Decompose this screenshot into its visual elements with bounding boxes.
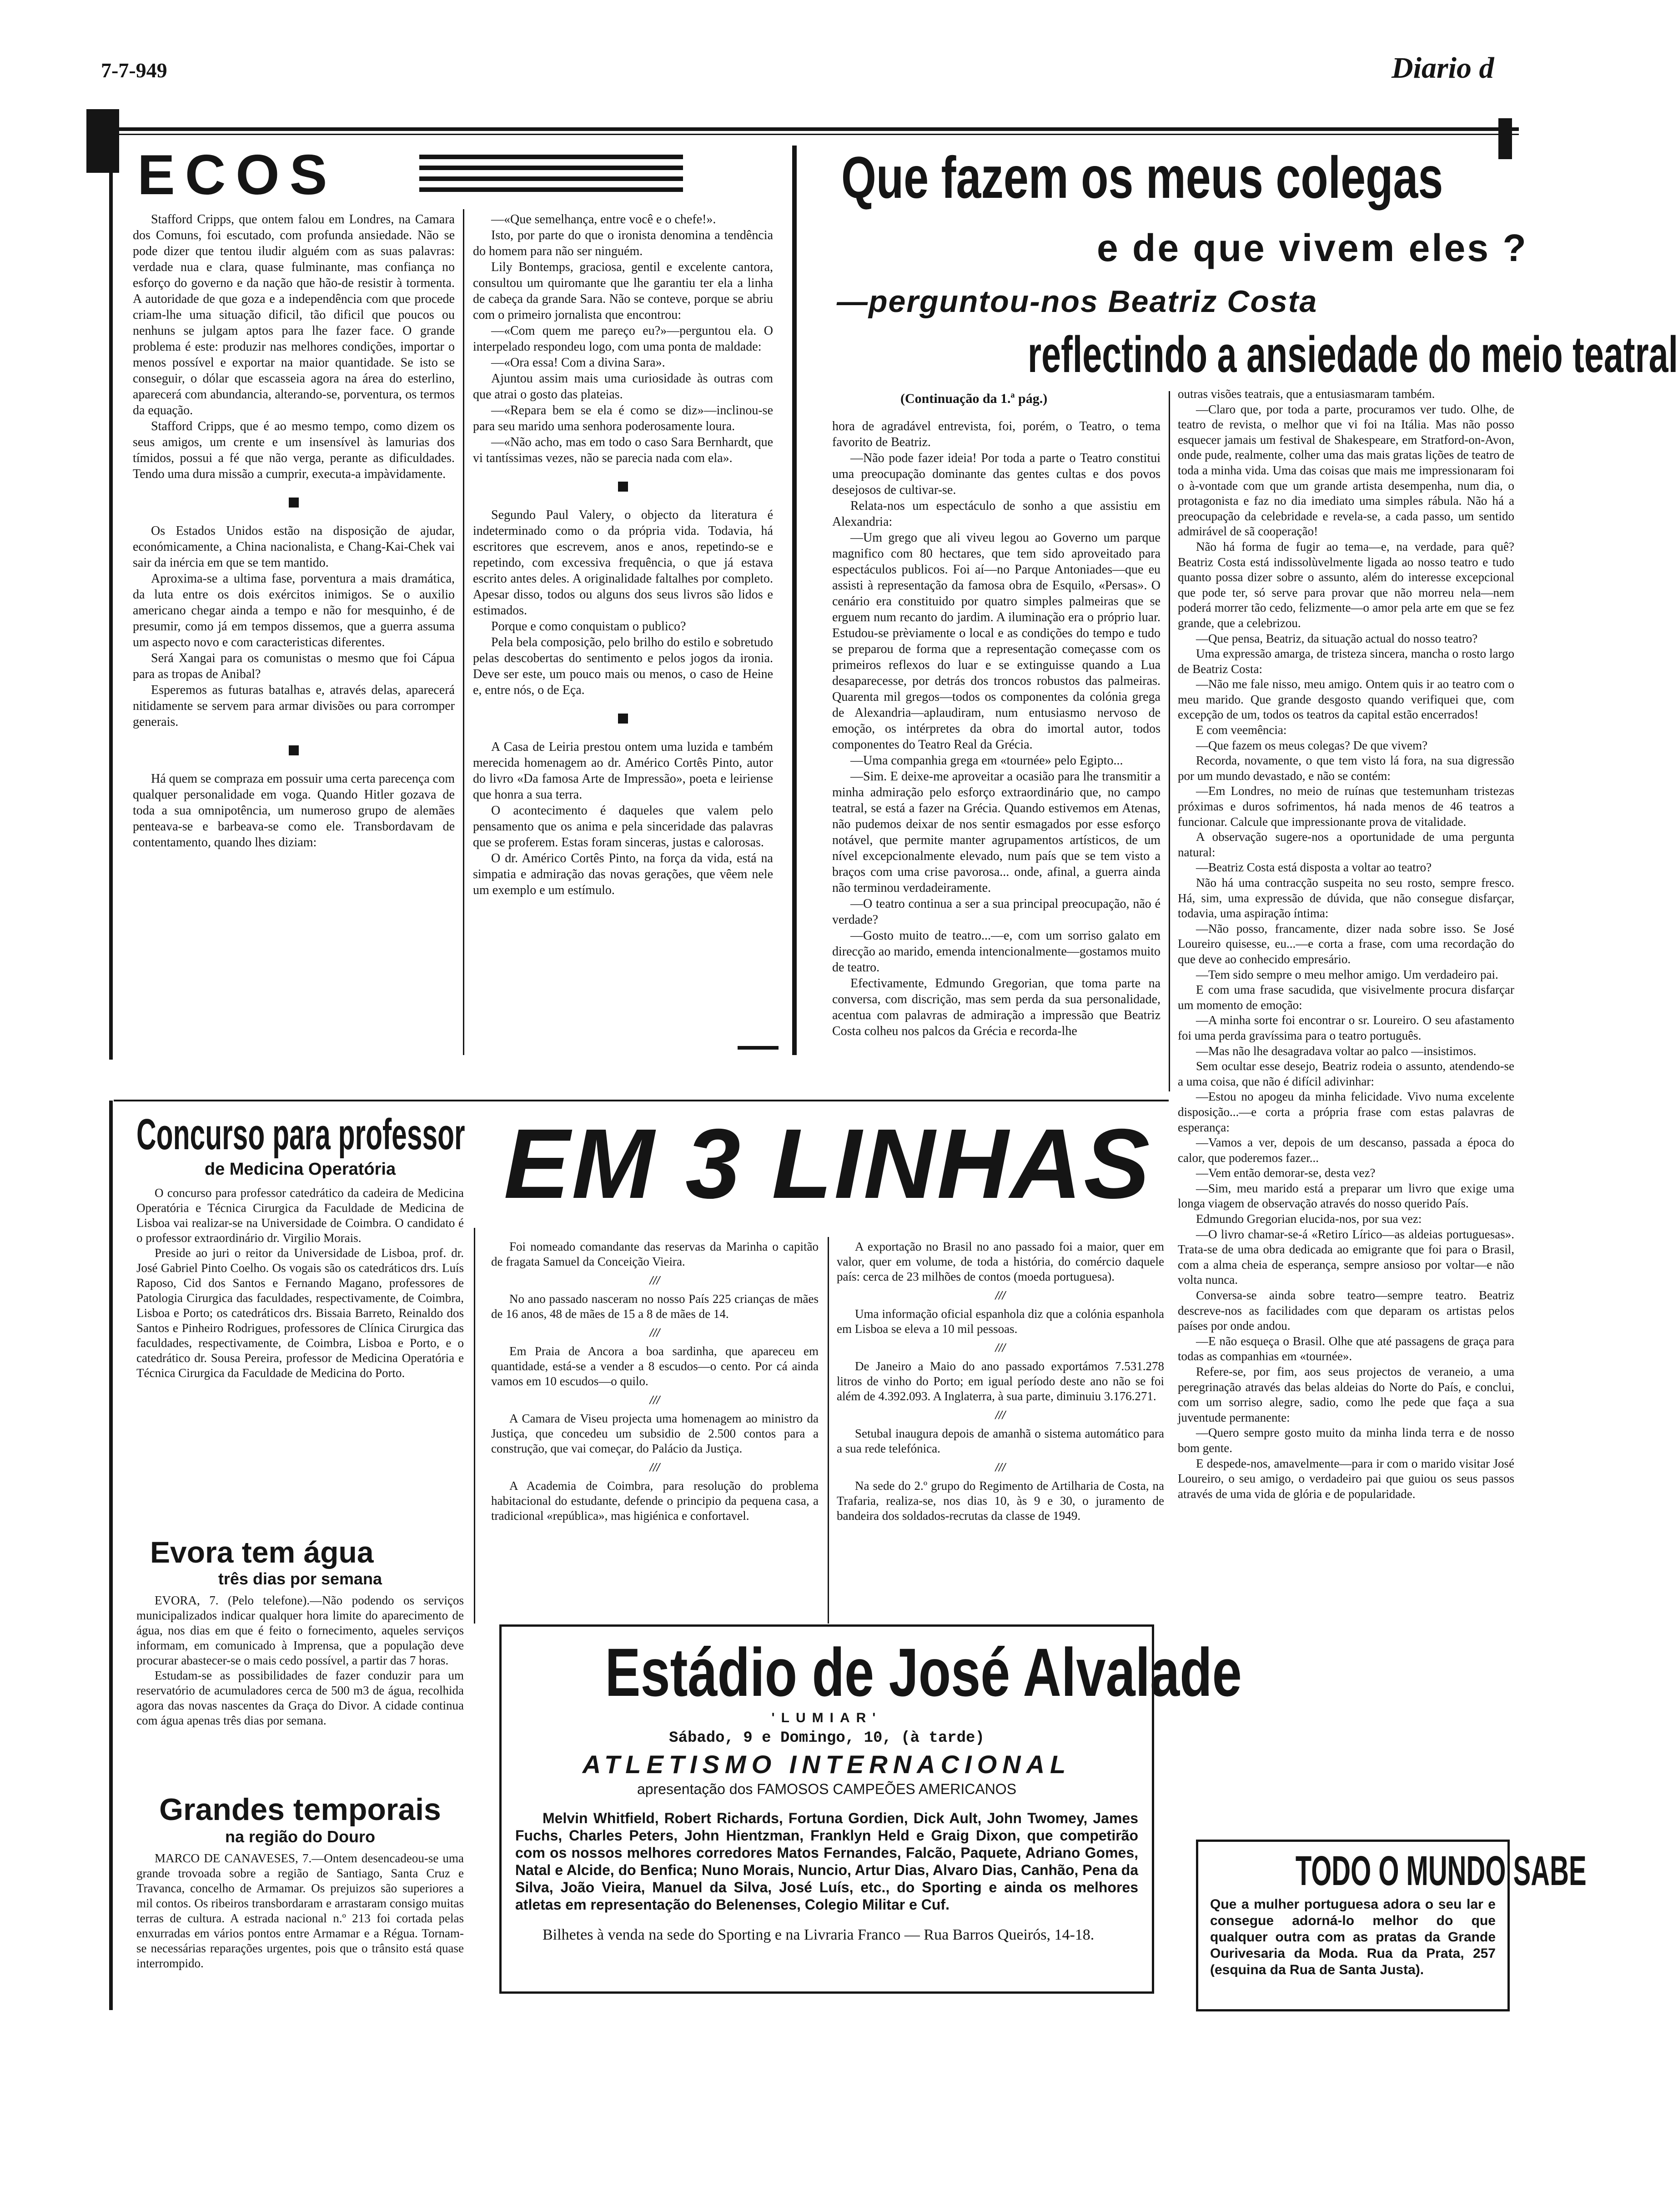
linhas-separator: /// bbox=[995, 1408, 1006, 1422]
linhas-separator: /// bbox=[649, 1273, 660, 1287]
linhas-item: Uma informação oficial espanhola diz que a colónia espanhola em Lisboa se eleva a 10 mil pessoas. bbox=[837, 1307, 1164, 1336]
concurso-title: Concurso para professor bbox=[136, 1110, 465, 1159]
linhas-separator: /// bbox=[995, 1460, 1006, 1474]
colegas-paragraph: Efectivamente, Edmundo Gregorian, que toma parte na conversa, com discrição, mas sem perda da sua personalidade, acentua com palavras de admiração a impressão que Beatriz Costa colheu nos palcos da Grécia e recorda-lhe bbox=[832, 976, 1161, 1038]
colegas-paragraph: —Não me fale nisso, meu amigo. Ontem quis ir ao teatro com o meu marido. Que grande desgosto quando verifiquei que, com excepção de um, todos os teatros da capital estão encerrados! bbox=[1178, 677, 1514, 722]
concurso-paragraph: O concurso para professor catedrático da cadeira de Medicina Operatória e Técnica Cirurgica da Faculdade de Medicina de Lisboa vai realizar-se na Universidade de Coimbra. O candidato é o professor extraordinário dr. Virgilio Morais. bbox=[136, 1186, 464, 1245]
ecos-paragraph: Os Estados Unidos estão na disposição de ajudar, económicamente, a China nacionalista, e Chang-Kai-Chek vai sair da inércia em que se tem mantido. bbox=[133, 524, 455, 570]
colegas-paragraph: hora de agradável entrevista, foi, porém, o Teatro, o tema favorito de Beatriz. bbox=[832, 419, 1161, 449]
colegas-paragraph: —Quero sempre gosto muito da minha linda terra e de nosso bom gente. bbox=[1178, 1426, 1514, 1455]
ecos-paragraph: Há quem se compraza em possuir uma certa parecença com qualquer personalidade em voga. Quando Hitler gozava de toda a sua omnipotência, um numeroso grupo de alemães penteava-se e barbeava-se como ele. Transbordavam de contentamento, quando lhes diziam: bbox=[133, 772, 455, 850]
colegas-paragraph: —Mas não lhe desagradava voltar ao palco —insistimos. bbox=[1196, 1044, 1477, 1058]
colegas-paragraph: —Que fazem os meus colegas? De que vivem? bbox=[1196, 738, 1428, 752]
ecos-paragraph: —«Não acho, mas em todo o caso Sara Bernhardt, que vi tantíssimas vezes, não se parecia nada com ela». bbox=[473, 435, 773, 465]
concurso-body bbox=[136, 1186, 464, 1381]
ecos-paragraph: —«Ora essa! Com a divina Sara». bbox=[491, 356, 665, 370]
temporais-subtitle: na região do Douro bbox=[225, 1827, 375, 1846]
ecos-column-rule bbox=[463, 209, 464, 1055]
temporais-title: Grandes temporais bbox=[159, 1792, 441, 1827]
colegas-column-1 bbox=[832, 418, 1161, 1091]
colegas-paragraph: E despede-nos, amavelmente—para ir com o marido visitar José Loureiro, o seu amigo, o verdadeiro pai que guiou os seus passos através de uma vida de glória e de popularidade. bbox=[1178, 1456, 1514, 1501]
evora-body bbox=[136, 1593, 464, 1728]
temporais-article bbox=[136, 1792, 464, 1971]
ecos-column-1 bbox=[133, 211, 455, 850]
section-divider-square bbox=[289, 745, 299, 755]
linhas-item: Setubal inaugura depois de amanhã o sistema automático para a sua rede telefónica. bbox=[837, 1427, 1164, 1455]
colegas-paragraph: Não há uma contracção suspeita no seu rosto, sempre fresco. Há, sim, uma expressão de dúvida, que não consegue disfarçar, todavia, uma aspiração íntima: bbox=[1178, 876, 1514, 920]
ecos-paragraph: Stafford Cripps, que é ao mesmo tempo, como dizem os seus amigos, um crente e um insensível às lamurias dos tímidos, possui a fé que não verga, perante as dificuldades. Tendo uma dura missão a cumprir, executa-a impàvidamente. bbox=[133, 419, 455, 481]
ecos-paragraph: —«Repara bem se ela é como se diz»—inclinou-se para seu marido uma senhora poderosamente loura. bbox=[473, 403, 773, 433]
colegas-subhead: reflectindo a ansiedade do meio teatral bbox=[1028, 326, 1678, 383]
estadio-presentation: apresentação dos FAMOSOS CAMPEÕES AMERICANOS bbox=[637, 1781, 1017, 1797]
section-divider-square bbox=[618, 714, 628, 724]
colegas-paragraph: —Tem sido sempre o meu melhor amigo. Um verdadeiro pai. bbox=[1196, 967, 1498, 981]
column-rule-lower-left bbox=[109, 1101, 113, 2010]
colegas-paragraph: outras visões teatrais, que a entusiasmaram também. bbox=[1178, 387, 1435, 401]
colegas-paragraph: —Um grego que ali viveu legou ao Governo um parque magnifico com 80 hectares, que tem sido aproveitado para espectáculos publicos. Foi aí—no Parque Antoniades—que eu assisti à representação da famosa obra de Esquilo, «Persas». O cenário era constituido por quatro simples palmeiras que se erguem num recanto do jardim. A iluminação era o próprio luar. Estudou-se prèviamente o local e as condições do tempo e tudo se preparou de forma que a representação começasse com os primeiros reflexos do luar e se extinguisse quando a Lua desaparecesse, por detrás dos troncos robustos das palmeiras. Quarenta mil gregos—todos os componentes da colónia grega de Alexandria—aplaudiram, num entusiasmo nervoso de emoção, os intérpretes da obra do imortal autor, todos componentes do Teatro Real da Grécia. bbox=[832, 531, 1161, 752]
linhas-separator: /// bbox=[649, 1393, 660, 1407]
mid-page-rule bbox=[114, 1100, 1169, 1101]
column-rule-left bbox=[109, 132, 113, 1060]
concurso-paragraph: Preside ao juri o reitor da Universidade de Lisboa, prof. dr. José Gabriel Pinto Coelho. Os vogais são os catedráticos drs. Luís Raposo, Cid dos Santos e Fernando Magano, professores de Patologia Cirurgica das faculdades, respectivamente, de Coimbra, Lisboa e Porto; os catedráticos drs. Bissaia Barreto, Reinaldo dos Santos e Pinheiro Rodrigues, professores de Clínica Cirurgica das faculdades, respectivamente, de Coimbra, Lisboa e Porto, e o catedrático dr. Sousa Pereira, professor de Medicina Operatória e Técnica Cirurgica da Faculdade de Medicina do Porto. bbox=[136, 1246, 464, 1380]
ecos-paragraph: Segundo Paul Valery, o objecto da literatura é indeterminado como o da própria vida. Todavia, há escritores que escrevem, anos e anos, repetindo-se e repetindo, com excessiva frequência, o que já estava escrito antes deles. A originalidade faltalhes por completo. Apesar disso, todos ou alguns dos seus livros são lidos e estimados. bbox=[473, 508, 773, 618]
colegas-column-rule bbox=[1169, 391, 1170, 1091]
linhas-item: Na sede do 2.º grupo do Regimento de Artilharia de Costa, na Trafaria, realiza-se, nos dias 10, às 9 e 30, o juramento de bandeira dos soldados-recrutas da classe de 1949. bbox=[837, 1479, 1164, 1523]
linhas-item: Em Praia de Ancora a boa sardinha, que apareceu em quantidade, está-se a vender a 8 escudos—o cento. Por cá ainda vamos em 10 escudos—o quilo. bbox=[491, 1344, 819, 1388]
colegas-paragraph: —Sim, meu marido está a preparar um livro que exige uma longa viagem de observação através do nosso querido País. bbox=[1178, 1181, 1514, 1211]
ecos-column-2 bbox=[473, 211, 773, 898]
estadio-dates: Sábado, 9 e Domingo, 10, (à tarde) bbox=[669, 1729, 985, 1747]
linhas-item: No ano passado nasceram no nosso País 225 crianças de mães de 16 anos, 48 de mães de 15 a 8 de mães de 14. bbox=[491, 1292, 819, 1321]
estadio-event: ATLETISMO INTERNACIONAL bbox=[582, 1750, 1071, 1779]
ecos-paragraph: Aproxima-se a ultima fase, porventura a mais dramática, da luta entre os dois exércitos inimigos. Se o auxilio americano chegar ainda a tempo e não for mesquinho, é de presumir, como já em tempos dissemos, que a guerra assuma um aspecto novo e com caracteristicas diferentes. bbox=[133, 572, 455, 649]
evora-subtitle: três dias por semana bbox=[218, 1569, 382, 1588]
ecos-paragraph: Ajuntou assim mais uma curiosidade às outras com que atrai o gosto das plateias. bbox=[473, 372, 773, 402]
ecos-title: ECOS bbox=[137, 144, 337, 206]
colegas-paragraph: —E não esqueça o Brasil. Olhe que até passagens de graça para todas as companhias em «tournée». bbox=[1178, 1334, 1514, 1363]
colegas-paragraph: —Não posso, francamente, dizer nada sobre isso. Se José Loureiro quisesse, eu...—e corta a frase, com uma recordação do que deve ao conhecido empresário. bbox=[1178, 921, 1514, 966]
linhas-item: De Janeiro a Maio do ano passado exportámos 7.531.278 litros de vinho do Porto; em igual período deste ano não se foi além de 4.392.093. A Inglaterra, à sua parte, diminuiu 3.176.271. bbox=[837, 1359, 1164, 1403]
linhas-column-rule bbox=[828, 1237, 829, 1624]
mundo-title-text: TODO O MUNDO SABE bbox=[1295, 1848, 1587, 1894]
ecos-paragraph: Será Xangai para os comunistas o mesmo que foi Cápua para as tropas de Anibal? bbox=[133, 651, 455, 681]
colegas-byline: —perguntou-nos Beatriz Costa bbox=[837, 284, 1318, 319]
estadio-title-text: Estádio de José Alvalade bbox=[605, 1634, 1242, 1710]
ecos-paragraph: —«Que semelhança, entre você e o chefe!». bbox=[491, 212, 716, 226]
newspaper-name: Diario d bbox=[1392, 51, 1494, 85]
temporais-paragraph: MARCO DE CANAVESES, 7.—Ontem desencadeou-se uma grande trovoada sobre a região de Santiago, Santa Cruz e Travanca, concelho de Armamar. Os prejuizos são superiores a mil contos. Os ribeiros transbordaram e arrastaram consigo muitas terras de cultura. A estrada nacional n.º 213 foi cortada pelas enxurradas em vários pontos entre Armamar e a Régua. Tornam-se necessárias reparações urgentes, pois que o trânsito está quase interrompido. bbox=[136, 1851, 464, 1970]
vertical-divider-main bbox=[792, 146, 797, 1055]
colegas-paragraph: Recorda, novamente, o que tem visto lá fora, na sua digressão por um mundo devastado, e não se contém: bbox=[1178, 754, 1514, 783]
colegas-paragraph: Uma expressão amarga, de tristeza sincera, mancha o rosto largo de Beatriz Costa: bbox=[1178, 647, 1514, 676]
section-divider-square bbox=[618, 482, 628, 492]
colegas-paragraph: —Beatriz Costa está disposta a voltar ao teatro? bbox=[1196, 860, 1432, 875]
linhas-separator: /// bbox=[995, 1341, 1006, 1354]
colegas-paragraph: —Vamos a ver, depois de um descanso, passada a época do calor, que poderemos fazer... bbox=[1178, 1136, 1514, 1165]
ecos-paragraph: Esperemos as futuras batalhas e, através delas, aparecerá nitidamente se servem para armar divisões ou para corromper generais. bbox=[133, 683, 455, 729]
colegas-paragraph: Refere-se, por fim, aos seus projectos de veraneio, a uma peregrinação através das belas aldeias do Norte do País, e conclui, com um sorriso alegre, sadio, como lhe pede que faça a sua juventude permanente: bbox=[1178, 1365, 1514, 1424]
colegas-paragraph: —Em Londres, no meio de ruínas que testemunham tristezas próximas e duros sofrimentos, há nada menos de 46 teatros a funcionar. Calcule que impressionante prova de vitalidade. bbox=[1178, 784, 1514, 829]
linhas-column-2 bbox=[837, 1239, 1164, 1523]
colegas-headline-1: Que fazem os meus colegas bbox=[841, 144, 1443, 211]
mundo-title bbox=[1210, 1848, 1587, 1894]
linhas-separator: /// bbox=[649, 1326, 660, 1339]
linhas-item: Foi nomeado comandante das reservas da Marinha o capitão de fragata Samuel da Conceição Vieira. bbox=[491, 1240, 819, 1268]
estadio-tickets: Bilhetes à venda na sede do Sporting e na Livraria Franco — Rua Barros Queirós, 14-18. bbox=[543, 1926, 1095, 1943]
colegas-paragraph: —Que pensa, Beatriz, da situação actual do nosso teatro? bbox=[1196, 631, 1478, 645]
estadio-title bbox=[515, 1634, 1242, 1710]
linhas-item: A Camara de Viseu projecta uma homenagem ao ministro da Justiça, que concedeu um subsidio de 2.500 contos para a construção, que vai começar, do Palácio da Justiça. bbox=[491, 1412, 819, 1455]
temporais-body bbox=[136, 1851, 464, 1971]
colegas-continuation: (Continuação da 1.ª pág.) bbox=[900, 391, 1048, 406]
linhas-column-1 bbox=[491, 1239, 819, 1523]
ecos-paragraph: A Casa de Leiria prestou ontem uma luzida e também merecida homenagem ao dr. Américo Cortês Pinto, autor do livro «Da famosa Arte de Impressão», poeta e leiriense que honra a sua terra. bbox=[473, 740, 773, 802]
ecos-paragraph: Stafford Cripps, que ontem falou em Londres, na Camara dos Comuns, foi escutado, com profunda ansiedade. Não se pode dizer que tentou iludir alguém com as suas palavras: verdade nua e clara, quase fulminante, mas confiança no esforço do governo e da nação que hão-de resistir à tormenta. A autoridade de que goza e a independência com que procede criam-lhe uma situação dificil, tão dificil que poucos ou nenhuns se julgam aptos para lhe fazer face. O grande problema é este: produzir nas melhores condições, importar o menos possível e exportar na maior quantidade. Se isto se conseguir, o dólar que escasseia agora na área do esterlino, aparecerá com abundancia, alterando-se, porventura, os termos da equação. bbox=[133, 212, 455, 417]
ecos-paragraph: O dr. Américo Cortês Pinto, na força da vida, está na simpatia e admiração das novas gerações, que vêem nele um exemplo e um estímulo. bbox=[473, 851, 773, 897]
ecos-paragraph: Isto, por parte do que o ironista denomina a tendência do homem para não ser ninguém. bbox=[473, 228, 773, 258]
colegas-paragraph: —Gosto muito de teatro...—e, com um sorriso galato em direcção ao marido, emenda intencionalmente—gostamos muito de teatro. bbox=[832, 929, 1161, 975]
colegas-paragraph: Edmundo Gregorian elucida-nos, por sua vez: bbox=[1196, 1212, 1422, 1226]
ecos-section bbox=[119, 136, 783, 1064]
colegas-paragraph: E com uma frase sacudida, que visivelmente procura disfarçar um momento de emoção: bbox=[1178, 983, 1514, 1012]
ecos-paragraph: Porque e como conquistam o publico? bbox=[491, 619, 686, 633]
ecos-paragraph: Lily Bontemps, graciosa, gentil e excelente cantora, consultou um quiromante que lhe garantiu ter ela a linha de cabeça da grande Sara. Não se conteve, porque se abriu com o primeiro jornalista que encontrou: bbox=[473, 260, 773, 322]
colegas-paragraph: —O teatro continua a ser a sua principal preocupação, não é verdade? bbox=[832, 897, 1161, 927]
colegas-paragraph: —Estou no apogeu da minha felicidade. Vivo numa excelente disposição...—e corta a própria frase com estas palavras de esperança: bbox=[1178, 1090, 1514, 1134]
evora-paragraph: Estudam-se as possibilidades de fazer conduzir para um reservatório de acumuladores cerca de 500 m3 de água, recolhida agora das novas nascentes da Graça do Divor. A cidade continua com água apenas três dias por semana. bbox=[136, 1669, 464, 1727]
linhas-separator: /// bbox=[649, 1460, 660, 1474]
section-divider-square bbox=[289, 498, 299, 508]
colegas-paragraph: E com veemência: bbox=[1196, 723, 1287, 737]
ecos-paragraph: —«Com quem me pareço eu?»—perguntou ela. O interpelado respondeu logo, com uma ponta de maldade: bbox=[473, 324, 773, 354]
colegas-paragraph: —Vem então demorar-se, desta vez? bbox=[1196, 1166, 1376, 1180]
colegas-column-2 bbox=[1178, 387, 1514, 1728]
concurso-article bbox=[136, 1110, 464, 1381]
ecos-bottom-corner bbox=[738, 1046, 779, 1050]
colegas-paragraph: —A minha sorte foi encontrar o sr. Loureiro. O seu afastamento foi uma perda gravíssima para o teatro português. bbox=[1178, 1013, 1514, 1042]
ecos-paragraph: O acontecimento é daqueles que valem pelo pensamento que os anima e pela sinceridade das palavras que se proferem. Estas foram sinceras, justas e calorosas. bbox=[473, 804, 773, 850]
colegas-paragraph: —Sim. E deixe-me aproveitar a ocasião para lhe transmitir a minha admiração pelo esforço extraordinário que, no campo teatral, se está a fazer na Grécia. Quando estivemos em Atenas, não pudemos deixar de nos sentir esmagados por esse esforço notável, que permite manter agrupamentos artísticos, de um nível excepcionalmente elevado, num país que se tem visto a braços com uma crise pavorosa... onde, afinal, a guerra ainda não terminou verdadeiramente. bbox=[832, 769, 1161, 895]
estadio-athletes: Melvin Whitfield, Robert Richards, Fortuna Gordien, Dick Ault, John Twomey, James Fuchs, Charles Peters, John Hientzman, Franklyn Held e Graig Dixon, que competirão com os nossos melhores corredores Matos Fernandes, Falcão, Paquete, Adriano Gomes, Natal e Alcide, do Benfica; Nuno Morais, Nuncio, Artur Dias, Alvaro Dias, Canhão, Pena da Silva, João Vieira, Manuel da Silva, José Luís, etc., do Sporting e ainda os melhores atletas em representação do Belenenses, Colegio Militar e Cuf. bbox=[515, 1810, 1138, 1913]
estadio-place: 'LUMIAR' bbox=[771, 1710, 882, 1725]
concurso-subtitle: de Medicina Operatória bbox=[204, 1160, 396, 1179]
evora-title: Evora tem água bbox=[150, 1535, 374, 1569]
colegas-paragraph: —Claro que, por toda a parte, procuramos ver tudo. Olhe, de teatro de revista, o melhor que vi foi na Itália. Mas não posso esquecer jamais um festival de Shakespeare, em Stratford-on-Avon, onde pude, realmente, colher uma das mais gratas lições de teatro de toda a minha vida. Uma das coisas que mais me impressionaram foi o à-vontade com que um grande artista desempenha, num dia, o protagonista e faz no dia imediato uma simples rábula. Não há a preocupação da celebridade e revela-se, a cada passo, um sentido admirável de sã cooperação! bbox=[1178, 402, 1514, 538]
linhas-separator: /// bbox=[995, 1288, 1006, 1302]
linhas-title: EM 3 LINHAS bbox=[503, 1109, 1152, 1219]
evora-article bbox=[136, 1535, 464, 1728]
colegas-paragraph: A observação sugere-nos a oportunidade de uma pergunta natural: bbox=[1178, 830, 1514, 859]
linhas-section bbox=[487, 1110, 1169, 1219]
colegas-paragraph: —O livro chamar-se-á «Retiro Lírico—as aldeias portuguesas». Trata-se de uma obra dedicada ao emigrante que foi para o Brasil, com a alma cheia de esperança, sempre ansioso por voltar—e não volta nunca. bbox=[1178, 1227, 1514, 1287]
column-rule-left-lower bbox=[474, 1228, 475, 1624]
evora-paragraph: EVORA, 7. (Pelo telefone).—Não podendo os serviços municipalizados indicar qualquer hora limite do aparecimento de água, nos dias em que é feito o fornecimento, aqueles serviços informam, em comunicado à Imprensa, que a população deve procurar abastecer-se o mais cedo possível, a partir das 7 horas. bbox=[136, 1594, 464, 1667]
issue-date: 7-7-949 bbox=[101, 59, 167, 82]
colegas-paragraph: Relata-nos um espectáculo de sonho a que assistiu em Alexandria: bbox=[832, 499, 1161, 529]
estadio-ad bbox=[499, 1624, 1242, 1994]
mundo-ad bbox=[1196, 1840, 1587, 2011]
colegas-paragraph: Conversa-se ainda sobre teatro—sempre teatro. Beatriz descreve-nos as facilidades com que deparam os artistas pelos países por onde andou. bbox=[1178, 1288, 1514, 1333]
header-rule bbox=[86, 127, 1519, 131]
linhas-item: A exportação no Brasil no ano passado foi a maior, quer em valor, quer em volume, de toda a história, do comércio daquele país: cerca de 23 milhões de contos (moeda portuguesa). bbox=[837, 1240, 1164, 1283]
colegas-headline-2: e de que vivem eles ? bbox=[1097, 226, 1528, 269]
ecos-paragraph: Pela bela composição, pelo brilho do estilo e sobretudo pelas descobertas do sentimento e pelos jogos da ironia. Deve ser este, um pouco mais ou menos, o caso de Heine e, entre nós, o de Eça. bbox=[473, 635, 773, 697]
colegas-paragraph: —Uma companhia grega em «tournée» pelo Egipto... bbox=[850, 754, 1123, 768]
linhas-item: A Academia de Coimbra, para resolução do problema habitacional do estudante, defende o principio da pequena casa, a tradicional «república», mas higiénica e confortavel. bbox=[491, 1479, 819, 1523]
colegas-paragraph: Sem ocultar esse desejo, Beatriz rodeia o assunto, atendendo-se a uma coisa, que não é difícil adivinhar: bbox=[1178, 1059, 1514, 1088]
corner-block-left bbox=[86, 109, 119, 173]
header-rule-thin bbox=[86, 134, 1519, 135]
ecos-title-lines bbox=[419, 155, 683, 192]
colegas-paragraph: Não há forma de fugir ao tema—e, na verdade, para quê? Beatriz Costa está indissolùvelmente ligada ao nosso teatro e tudo quanto possa dizer sobre o assunto, além do interesse excepcional que pode ter, só serve para provar que não morreu nela—nem poderá morrer tão cedo, felizmente—o amor pela arte em que se fez grande, que a celebrizou. bbox=[1178, 539, 1514, 630]
colegas-paragraph: —Não pode fazer ideia! Por toda a parte o Teatro constitui uma preocupação dominante das gentes cultas e dos povos desejosos de cultivar-se. bbox=[832, 451, 1161, 497]
mundo-text: Que a mulher portuguesa adora o seu lar e consegue adorná-lo melhor do que qualquer outra com as pratas da Grande Ourivesaria da Moda. Rua da Prata, 257 (esquina da Rua de Santa Justa). bbox=[1210, 1897, 1496, 1977]
